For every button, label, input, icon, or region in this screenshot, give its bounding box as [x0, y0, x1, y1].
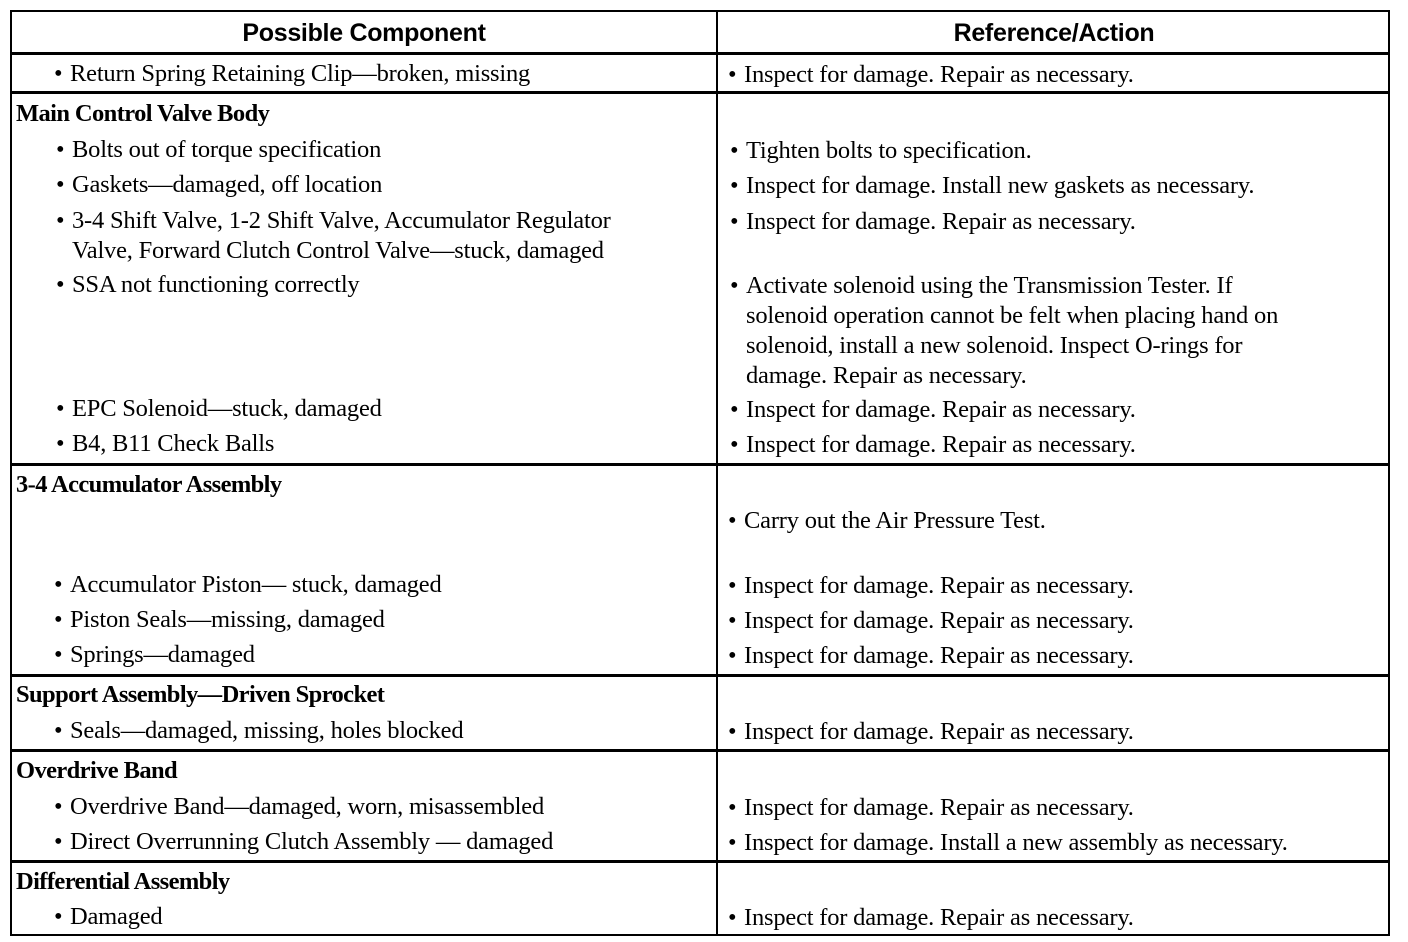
bullet-marker: •: [728, 904, 737, 931]
action-epc-solenoid: [730, 395, 1136, 425]
bullet-marker: •: [56, 207, 65, 234]
action-differential: [728, 903, 1134, 933]
bullet-marker: •: [728, 507, 737, 534]
bullet-marker: •: [54, 641, 63, 668]
section-title-main-control-valve-body: Main Control Valve Body: [16, 100, 270, 127]
row-divider: [12, 674, 1388, 677]
cell-text: Inspect for damage. Repair as necessary.: [746, 431, 1136, 458]
component-epc-solenoid: [56, 394, 382, 424]
cell-text: Inspect for damage. Repair as necessary.: [744, 718, 1134, 745]
component-direct-overrunning-clutch: [54, 827, 553, 857]
component-seals: [54, 716, 463, 746]
bullet-marker: •: [54, 60, 63, 87]
bullet-marker: •: [730, 172, 739, 199]
bullet-marker: •: [730, 431, 739, 458]
header-divider: [12, 52, 1388, 55]
bullet-marker: •: [730, 137, 739, 164]
bullet-marker: •: [54, 571, 63, 598]
cell-text: Inspect for damage. Install new gaskets as necessary.: [746, 172, 1255, 199]
cell-text: Valve, Forward Clutch Control Valve—stuck, damaged: [72, 237, 604, 264]
cell-text: solenoid, install a new solenoid. Inspect O-rings for: [746, 332, 1243, 359]
cell-text: Return Spring Retaining Clip—broken, missing: [70, 60, 531, 87]
bullet-marker: •: [56, 136, 65, 163]
cell-text: Inspect for damage. Repair as necessary.: [744, 607, 1134, 634]
bullet-marker: •: [56, 171, 65, 198]
action-overdrive-band: [728, 793, 1134, 823]
cell-text: Seals—damaged, missing, holes blocked: [70, 717, 464, 744]
action-check-balls: [730, 430, 1136, 460]
column-divider: [716, 12, 718, 934]
component-damaged: [54, 902, 162, 932]
bullet-marker: •: [728, 642, 737, 669]
row-divider: [12, 463, 1388, 466]
row-divider: [12, 91, 1388, 94]
action-piston-seals: [728, 606, 1134, 636]
cell-text: Inspect for damage. Repair as necessary.: [744, 904, 1134, 931]
bullet-marker: •: [728, 572, 737, 599]
cell-text: Tighten bolts to specification.: [746, 137, 1032, 164]
bullet-marker: •: [54, 828, 63, 855]
cell-text: Inspect for damage. Repair as necessary.: [746, 396, 1136, 423]
action-bolts: [730, 136, 1032, 166]
bullet-marker: •: [728, 829, 737, 856]
header-reference-action: Reference/Action: [953, 19, 1155, 47]
bullet-marker: •: [728, 607, 737, 634]
action-accumulator-piston: [728, 571, 1134, 601]
action-seals: [728, 717, 1134, 747]
cell-text: Inspect for damage. Repair as necessary.: [744, 794, 1134, 821]
component-return-spring-clip: [54, 59, 530, 89]
section-title-differential-assembly: Differential Assembly: [16, 868, 230, 895]
cell-text: Inspect for damage. Repair as necessary.: [744, 61, 1134, 88]
bullet-marker: •: [54, 606, 63, 633]
bullet-marker: •: [728, 718, 737, 745]
component-springs: [54, 640, 255, 670]
action-return-spring-clip: [728, 60, 1134, 90]
component-ssa: [56, 270, 359, 300]
component-piston-seals: [54, 605, 385, 635]
row-divider: [12, 860, 1388, 863]
cell-text: Direct Overrunning Clutch Assembly — damaged: [70, 828, 554, 855]
row-divider: [12, 749, 1388, 752]
cell-text: Piston Seals—missing, damaged: [70, 606, 385, 633]
component-overdrive-band: [54, 792, 544, 822]
cell-text: Bolts out of torque specification: [72, 136, 382, 163]
section-title-overdrive-band: Overdrive Band: [16, 757, 178, 784]
action-ssa: [730, 271, 1278, 391]
action-air-pressure-test: [728, 506, 1046, 536]
header-possible-component: Possible Component: [242, 19, 486, 47]
cell-text: 3-4 Shift Valve, 1-2 Shift Valve, Accumulator Regulator: [72, 207, 611, 234]
action-shift-valves: [730, 207, 1136, 237]
diagnostic-table: [10, 10, 1390, 936]
cell-text: B4, B11 Check Balls: [72, 430, 275, 457]
bullet-marker: •: [56, 271, 65, 298]
bullet-marker: •: [54, 717, 63, 744]
component-gaskets: [56, 170, 382, 200]
component-check-balls: [56, 429, 274, 459]
section-title-accumulator-assembly: 3-4 Accumulator Assembly: [16, 471, 282, 498]
bullet-marker: •: [56, 395, 65, 422]
cell-text: Activate solenoid using the Transmission Tester. If: [746, 272, 1233, 299]
cell-text: Inspect for damage. Repair as necessary.: [744, 642, 1134, 669]
bullet-marker: •: [730, 272, 739, 299]
bullet-marker: •: [728, 794, 737, 821]
bullet-marker: •: [54, 793, 63, 820]
cell-text: EPC Solenoid—stuck, damaged: [72, 395, 382, 422]
bullet-marker: •: [56, 430, 65, 457]
cell-text: Inspect for damage. Repair as necessary.: [744, 572, 1134, 599]
section-title-support-assembly: Support Assembly—Driven Sprocket: [16, 681, 385, 708]
action-direct-overrunning-clutch: [728, 828, 1288, 858]
cell-text: Springs—damaged: [70, 641, 255, 668]
bullet-marker: •: [728, 61, 737, 88]
cell-text: Damaged: [70, 903, 163, 930]
component-bolts: [56, 135, 381, 165]
component-accumulator-piston: [54, 570, 442, 600]
bullet-marker: •: [730, 208, 739, 235]
cell-text: Accumulator Piston— stuck, damaged: [70, 571, 442, 598]
cell-text: Carry out the Air Pressure Test.: [744, 507, 1046, 534]
cell-text: solenoid operation cannot be felt when placing hand on: [746, 302, 1279, 329]
action-springs: [728, 641, 1134, 671]
cell-text: SSA not functioning correctly: [72, 271, 360, 298]
bullet-marker: •: [730, 396, 739, 423]
action-gaskets: [730, 171, 1254, 201]
cell-text: damage. Repair as necessary.: [746, 362, 1027, 389]
bullet-marker: •: [54, 903, 63, 930]
cell-text: Overdrive Band—damaged, worn, misassembled: [70, 793, 544, 820]
component-shift-valves: [56, 206, 611, 266]
cell-text: Inspect for damage. Repair as necessary.: [746, 208, 1136, 235]
cell-text: Gaskets—damaged, off location: [72, 171, 383, 198]
cell-text: Inspect for damage. Install a new assembly as necessary.: [744, 829, 1288, 856]
